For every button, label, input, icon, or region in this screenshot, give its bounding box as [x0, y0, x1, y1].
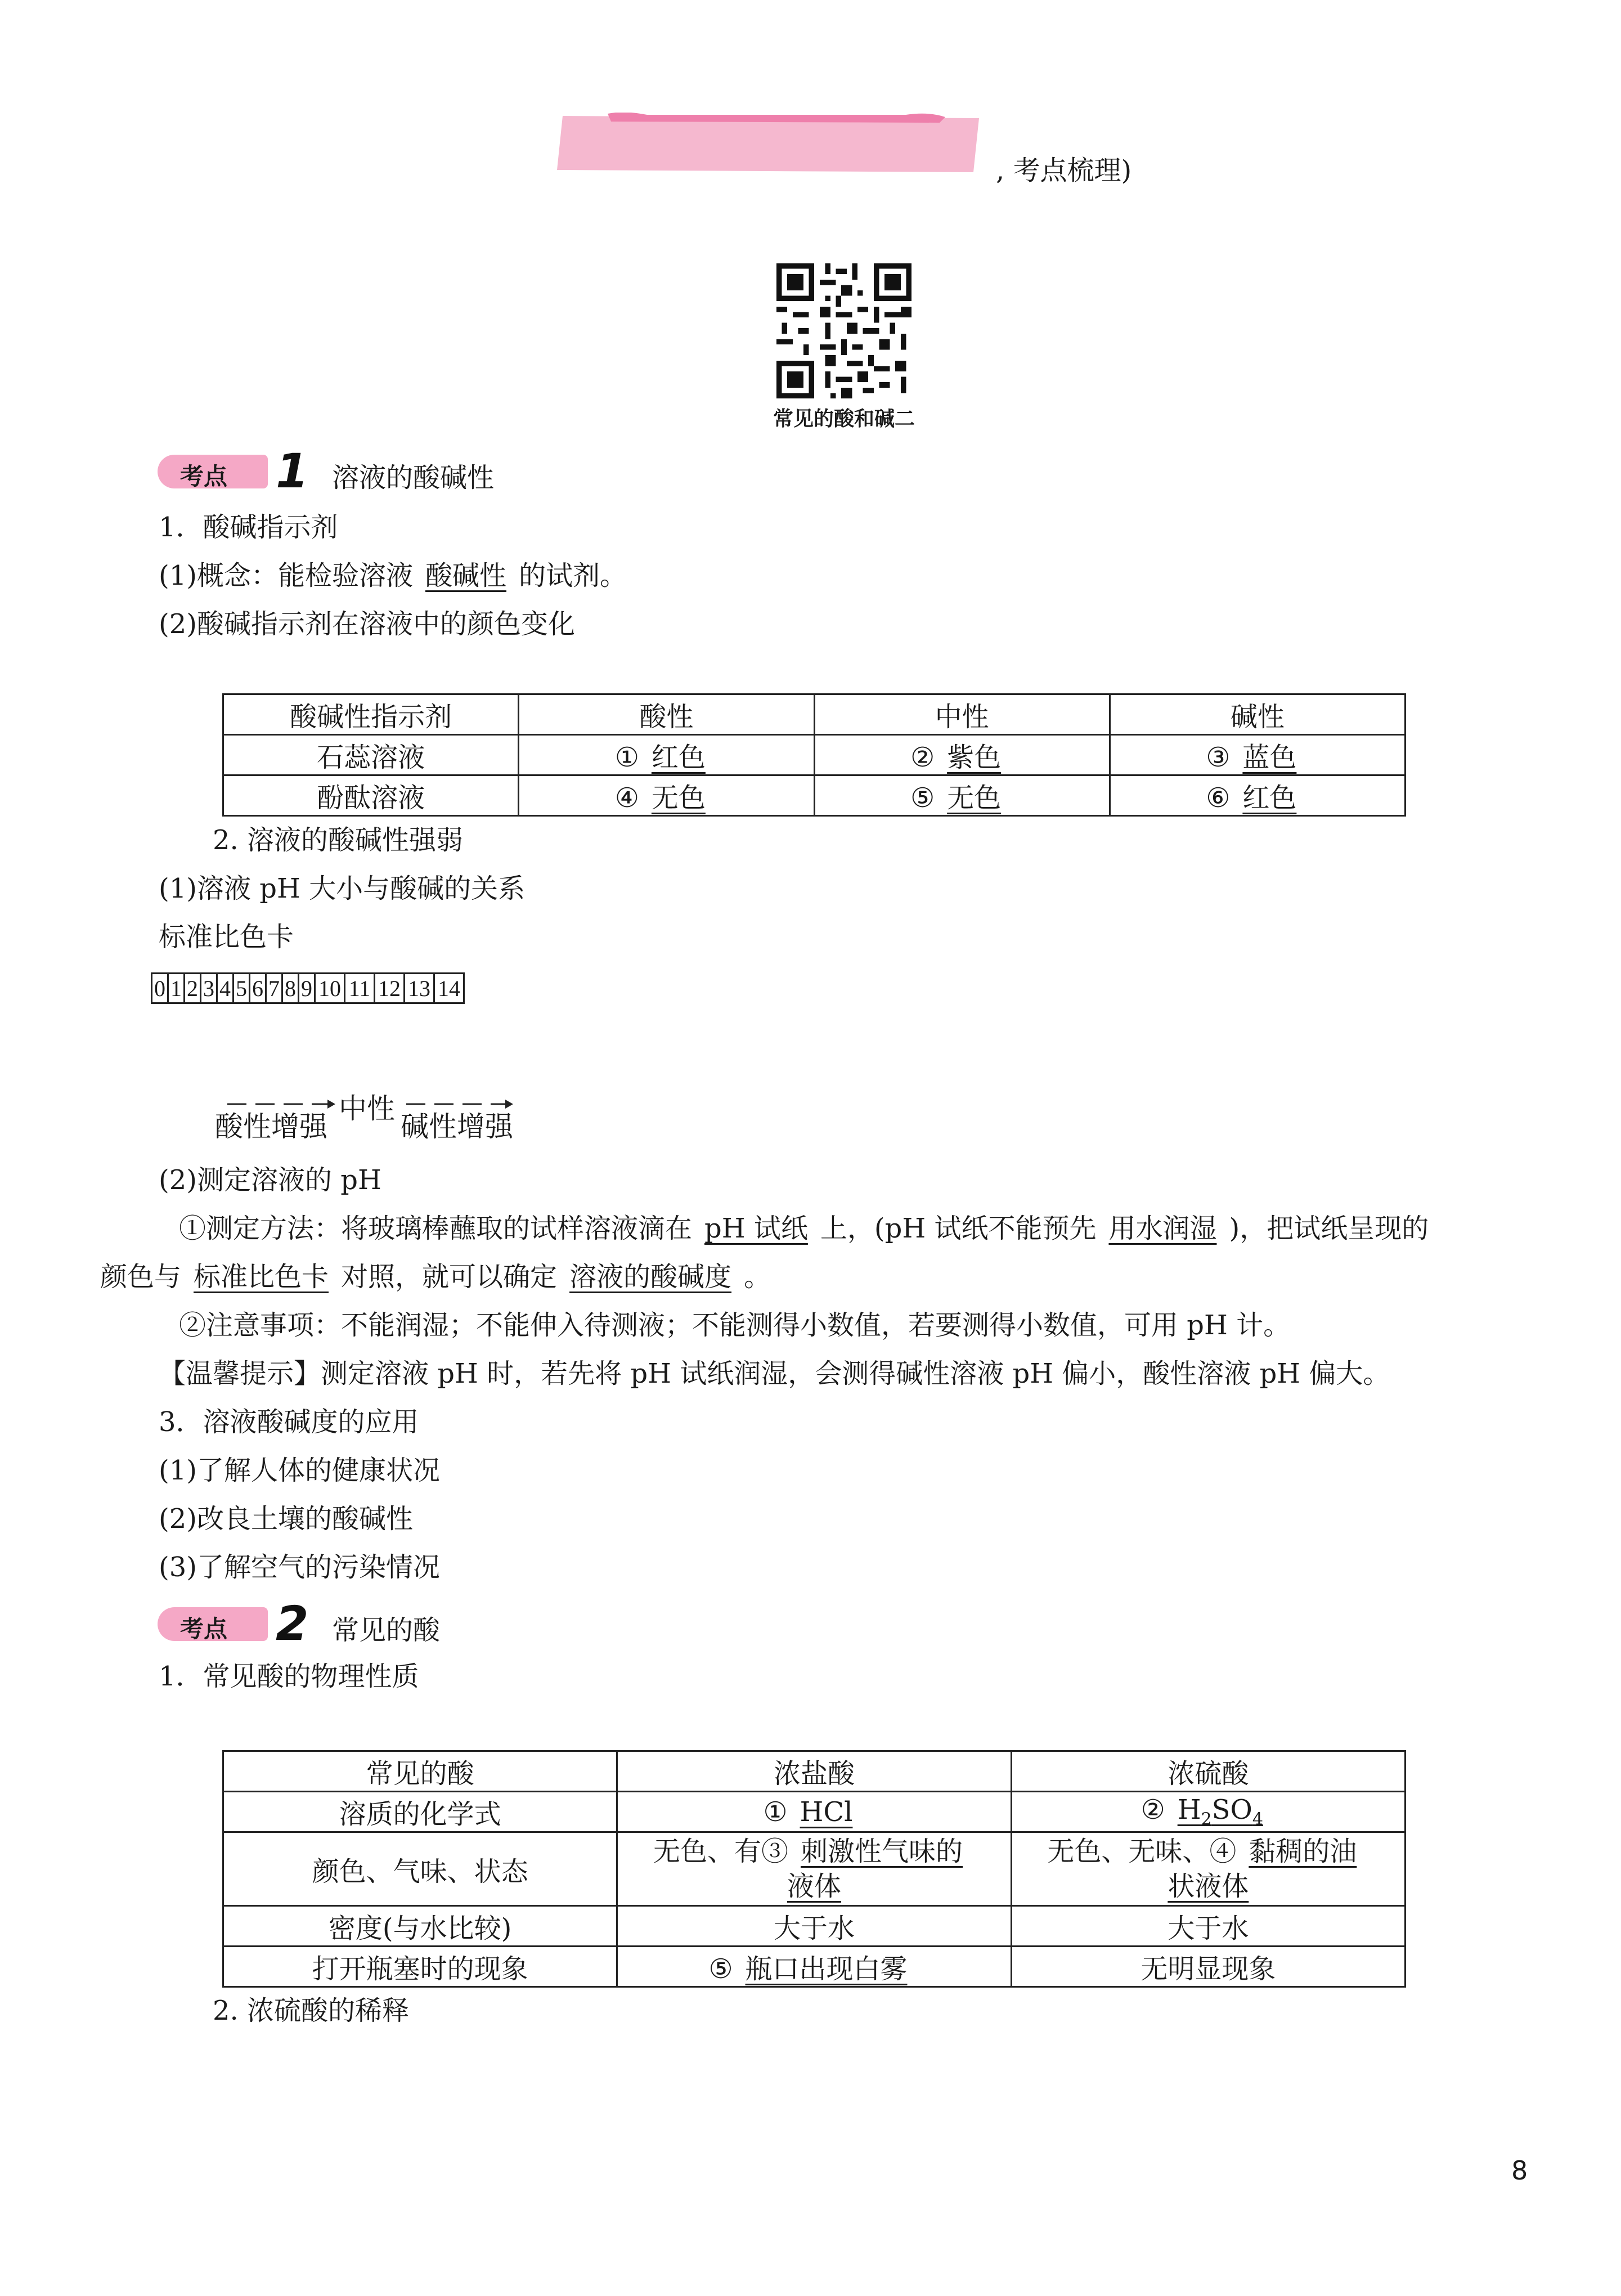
section-badge — [158, 1607, 268, 1641]
paragraph: 2. 浓硫酸的稀释 — [213, 1995, 410, 2026]
paragraph: 标准比色卡 — [159, 921, 294, 953]
table-cell: 溶质的化学式 — [223, 1792, 617, 1832]
neutral-label: 中性 — [339, 1092, 395, 1125]
fill-blank: 酸碱性 — [425, 560, 507, 591]
fill-blank: 黏稠的油 — [1249, 1836, 1357, 1867]
table-cell: 无色、有③ 刺激性气味的 液体 — [617, 1832, 1011, 1906]
paragraph: 3．溶液酸碱度的应用 — [159, 1406, 419, 1438]
table-header-cell: 酸碱性指示剂 — [223, 694, 519, 735]
fill-blank: HCl — [800, 1796, 853, 1828]
table-header-cell: 酸性 — [519, 694, 814, 735]
header-banner — [557, 113, 985, 176]
ph-scale-cell: 12 — [375, 974, 405, 1003]
table-header-cell: 中性 — [814, 694, 1110, 735]
arrow-icon — [215, 1092, 564, 1114]
table-cell: 石蕊溶液 — [223, 735, 519, 775]
section-badge — [158, 455, 268, 488]
section-2-heading — [158, 1596, 720, 1651]
paragraph: 颜色与 标准比色卡 对照，就可以确定 溶液的酸碱度 。 — [100, 1261, 771, 1293]
paragraph: ①测定方法：将玻璃棒蘸取的试样溶液滴在 pH 试纸 上，(pH 试纸不能预先 用水润湿 )，把试纸呈现的 — [179, 1213, 1429, 1244]
ph-scale-cell: 6 — [250, 974, 266, 1003]
acid-stronger-label: 酸性增强 — [215, 1110, 327, 1143]
ph-scale-cell: 10 — [315, 974, 345, 1003]
fill-blank: 无色 — [947, 782, 1002, 814]
table-cell: 大于水 — [617, 1906, 1011, 1947]
ph-scale-row — [152, 974, 464, 1003]
page-number: 8 — [1511, 2155, 1528, 2186]
table-row — [223, 775, 1406, 816]
table-cell: ④ 无色 — [519, 775, 814, 816]
fill-blank: 刺激性气味的 — [800, 1836, 963, 1867]
table-cell: 酚酞溶液 — [223, 775, 519, 816]
acid-base-arrow-diagram — [215, 1092, 564, 1159]
ph-scale-cell: 2 — [185, 974, 201, 1003]
table-cell: ② $H_2SO_4$ — [1011, 1792, 1405, 1832]
table-row — [223, 1906, 1406, 1947]
table-row — [223, 1792, 1406, 1832]
fill-blank: 无色 — [651, 782, 706, 814]
paragraph: (1)了解人体的健康状况 — [159, 1455, 440, 1486]
fill-blank: 用水润湿 — [1108, 1213, 1217, 1244]
section-title: 常见的酸 — [332, 1615, 441, 1646]
ph-scale-cell: 3 — [201, 974, 217, 1003]
fill-blank: $H_2SO_4$ — [1177, 1794, 1263, 1829]
table-cell: ⑥ 红色 — [1110, 775, 1405, 816]
header-text: , 考点梳理) — [996, 155, 1132, 186]
section-number: 2 — [276, 1596, 309, 1651]
section-1-heading — [158, 443, 720, 499]
table-header-cell: 浓硫酸 — [1011, 1751, 1405, 1792]
fill-blank: 溶液的酸碱度 — [569, 1261, 732, 1293]
fill-blank: 红色 — [651, 742, 706, 773]
tip-paragraph: 【温馨提示】测定溶液 pH 时，若先将 pH 试纸润湿，会测得碱性溶液 pH 偏小，酸性溶液 pH 偏大。 — [159, 1358, 1390, 1389]
table-cell: ① HCl — [617, 1792, 1011, 1832]
indicator-color-table — [222, 693, 1406, 817]
table-header-row — [223, 694, 1406, 735]
section-number: 1 — [276, 443, 309, 499]
ph-scale-cell: 7 — [266, 974, 282, 1003]
table-cell: ⑤ 无色 — [814, 775, 1110, 816]
ph-scale-cell: 5 — [234, 974, 250, 1003]
ph-scale-cell: 4 — [217, 974, 234, 1003]
table-cell: 打开瓶塞时的现象 — [223, 1947, 617, 1987]
paragraph: (2)酸碱指示剂在溶液中的颜色变化 — [159, 608, 575, 640]
table-cell: 颜色、气味、状态 — [223, 1832, 617, 1906]
qr-caption: 常见的酸和碱二 — [773, 407, 915, 430]
paragraph: (3)了解空气的污染情况 — [159, 1551, 440, 1583]
fill-blank: pH 试纸 — [704, 1213, 808, 1244]
table-row — [223, 1947, 1406, 1987]
badge-label: 考点 — [180, 463, 228, 490]
ph-scale-strip — [151, 972, 465, 1004]
paragraph: ②注意事项：不能润湿；不能伸入待测液；不能测得小数值，若要测得小数值，可用 pH 计。 — [179, 1310, 1291, 1341]
table-cell: ③ 蓝色 — [1110, 735, 1405, 775]
base-stronger-label: 碱性增强 — [401, 1110, 513, 1143]
paragraph: (2)改良土壤的酸碱性 — [159, 1503, 413, 1535]
badge-label: 考点 — [180, 1615, 228, 1643]
table-cell: ⑤ 瓶口出现白雾 — [617, 1947, 1011, 1987]
table-cell: ① 红色 — [519, 735, 814, 775]
fill-blank: 液体 — [787, 1871, 841, 1902]
ph-scale-cell: 8 — [282, 974, 299, 1003]
table-cell: 大于水 — [1011, 1906, 1405, 1947]
paragraph: 2. 溶液的酸碱性强弱 — [213, 824, 464, 856]
paragraph: (2)测定溶液的 pH — [159, 1164, 381, 1196]
ph-scale-cell: 0 — [152, 974, 168, 1003]
fill-blank: 红色 — [1242, 782, 1297, 814]
fill-blank: 紫色 — [947, 742, 1002, 773]
paragraph: 1．酸碱指示剂 — [159, 512, 338, 543]
table-cell: 无明显现象 — [1011, 1947, 1405, 1987]
ph-scale-cell: 9 — [299, 974, 315, 1003]
paragraph: 1．常见酸的物理性质 — [159, 1661, 419, 1692]
ph-scale-cell: 13 — [405, 974, 434, 1003]
acid-properties-table — [222, 1750, 1406, 1988]
table-header-row — [223, 1751, 1406, 1792]
fill-blank: 标准比色卡 — [194, 1261, 329, 1293]
fill-blank: 瓶口出现白雾 — [745, 1953, 908, 1985]
ph-scale-cell: 1 — [168, 974, 185, 1003]
table-cell: ② 紫色 — [814, 735, 1110, 775]
table-row — [223, 1832, 1406, 1906]
section-title: 溶液的酸碱性 — [332, 462, 495, 494]
table-row — [223, 735, 1406, 775]
qr-code-icon[interactable] — [776, 263, 911, 398]
table-cell: 无色、无味、④ 黏稠的油 状液体 — [1011, 1832, 1405, 1906]
ph-scale-cell: 11 — [345, 974, 375, 1003]
table-header-cell: 浓盐酸 — [617, 1751, 1011, 1792]
table-cell: 密度(与水比较) — [223, 1906, 617, 1947]
ph-scale-cell: 14 — [434, 974, 464, 1003]
fill-blank: 状液体 — [1168, 1871, 1249, 1902]
fill-blank: 蓝色 — [1242, 742, 1297, 773]
paragraph: (1)溶液 pH 大小与酸碱的关系 — [159, 873, 526, 904]
table-header-cell: 常见的酸 — [223, 1751, 617, 1792]
table-header-cell: 碱性 — [1110, 694, 1405, 735]
paragraph: (1)概念：能检验溶液 酸碱性 的试剂。 — [159, 560, 627, 591]
